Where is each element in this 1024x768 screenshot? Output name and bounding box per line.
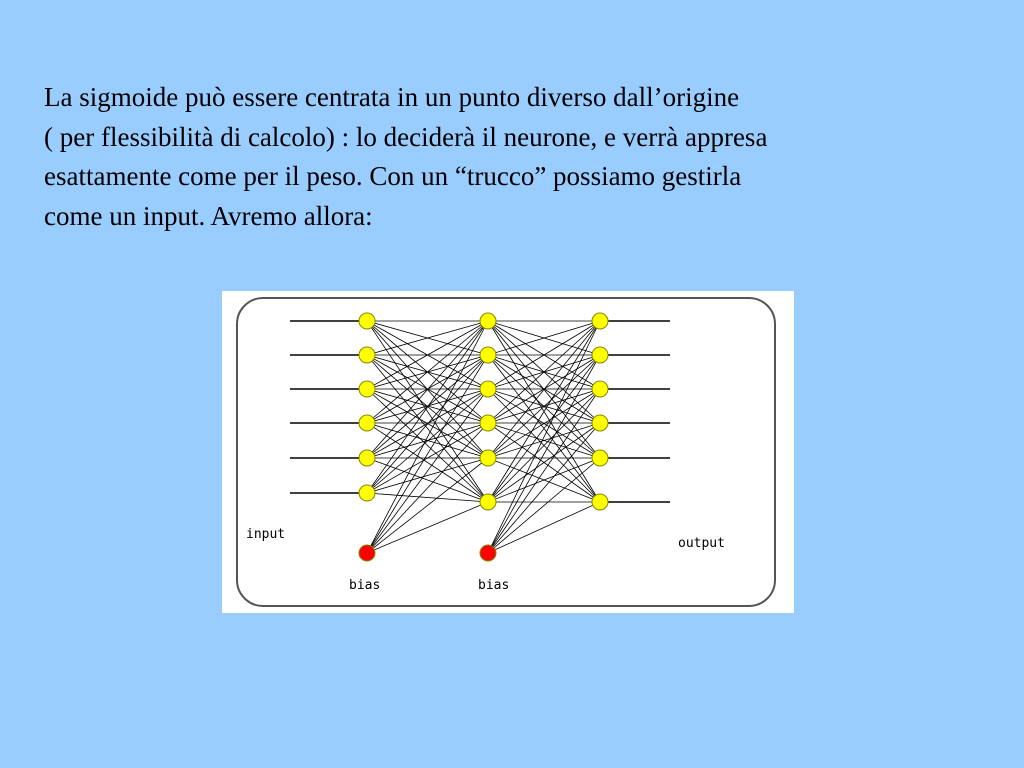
output-node-3 (592, 381, 608, 397)
connection-l0-5-0 (367, 321, 488, 493)
neural-network-figure (222, 291, 794, 613)
text-line-2: ( per flessibilità di calcolo) : lo deciderà il neurone, e verrà appresa (44, 121, 768, 152)
input-node-3 (359, 381, 375, 397)
connection-l0-0-5 (367, 321, 488, 502)
neural-network-diagram (222, 291, 794, 613)
text-line-1: La sigmoide può essere centrata in un punto diverso dall’origine (44, 82, 740, 112)
connection-l0-6-5 (367, 502, 488, 553)
input-node-4 (359, 415, 375, 431)
output-node-2 (592, 347, 608, 363)
nodes (359, 313, 608, 561)
text-line-3: esattamente come per il peso. Con un “trucco” possiamo gestirla (44, 161, 742, 191)
output-label: output (678, 536, 725, 551)
connection-l1-6-4 (488, 458, 600, 553)
output-node-1 (592, 313, 608, 329)
bias-label-1: bias (349, 578, 381, 593)
hidden-node-6 (480, 494, 496, 510)
bias-label-2: bias (478, 578, 510, 593)
connection-l0-6-2 (367, 389, 488, 553)
hidden-node-1 (480, 313, 496, 329)
output-node-4 (592, 415, 608, 431)
text-line-4: come un input. Avremo allora: (44, 200, 373, 231)
output-node-6 (592, 494, 608, 510)
connection-l0-3-5 (367, 423, 488, 502)
output-node-5 (592, 450, 608, 466)
hidden-node-4 (480, 415, 496, 431)
connection-l0-5-5 (367, 493, 488, 502)
hidden-node-2 (480, 347, 496, 363)
input-label: input (246, 527, 286, 542)
connection-l1-6-2 (488, 389, 600, 553)
input-node-2 (359, 347, 375, 363)
slide-text (44, 78, 984, 236)
bias-node-2 (480, 545, 496, 561)
connection-l0-6-1 (367, 355, 488, 553)
hidden-node-3 (480, 381, 496, 397)
hidden-node-5 (480, 450, 496, 466)
io-lines (290, 321, 670, 502)
connection-l0-5-2 (367, 389, 488, 493)
input-node-5 (359, 450, 375, 466)
connection-l1-6-1 (488, 355, 600, 553)
bias-node-1 (359, 545, 375, 561)
connection-l1-6-5 (488, 502, 600, 553)
input-node-6 (359, 485, 375, 501)
input-node-1 (359, 313, 375, 329)
